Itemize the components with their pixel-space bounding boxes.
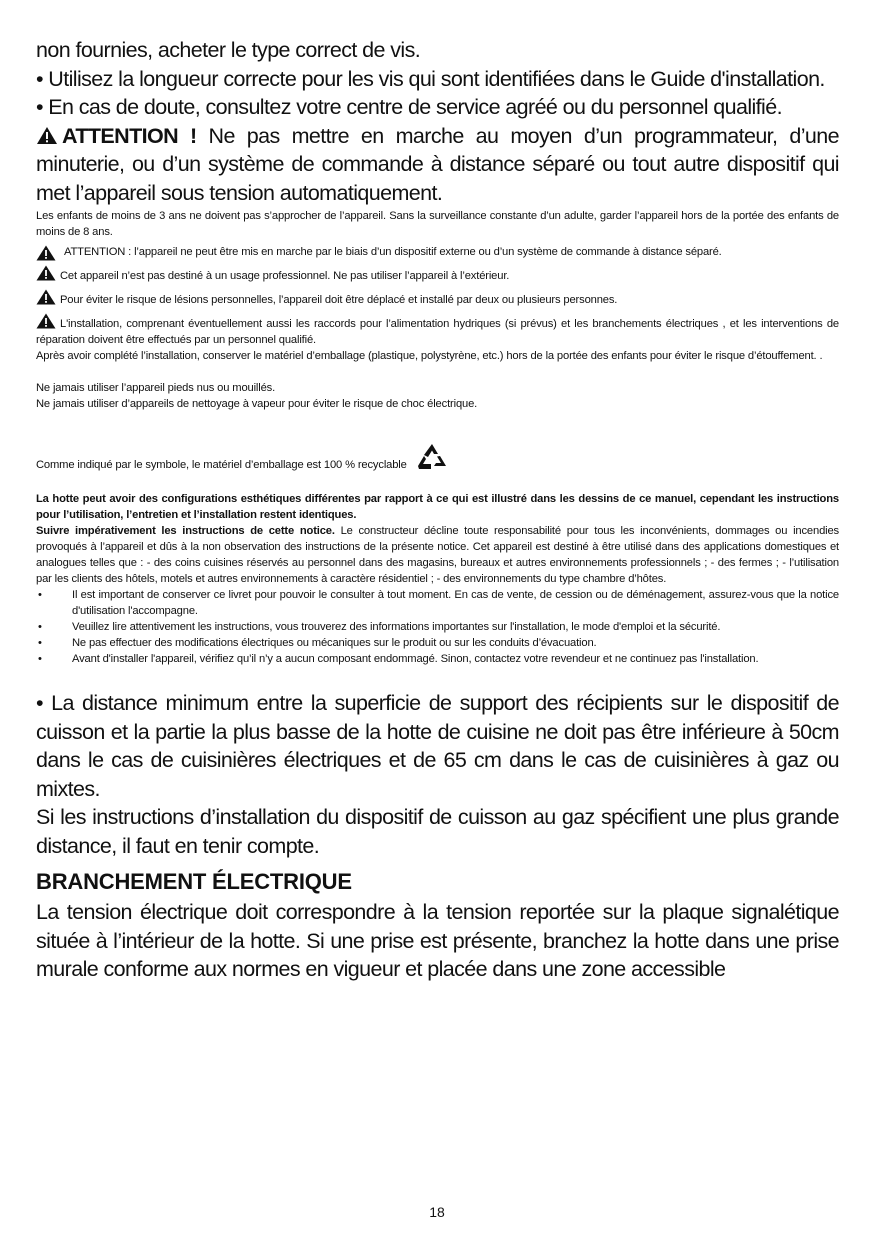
bullet-text: Ne pas effectuer des modifications électriques ou mécaniques sur le produit ou sur les conduits d’évacuation. xyxy=(72,637,597,649)
list-item xyxy=(36,635,839,651)
warning-item xyxy=(36,313,839,348)
warning-item xyxy=(36,244,839,261)
bullet-marker: • xyxy=(38,653,42,665)
instructions-text: Le constructeur décline toute responsabilité pour tous les inconvénients, dommages ou incendies provoqués à l’appareil et dûs à la non observation des instructions de la présente notice. Cet appareil est destiné à être utilisé dans des applications domestiques et analogues telles que : - des coins cuisines réservés au personnel dans des magasins, bureaux et autres environnements professionnels ; - des fermes ; - l’utilisation par les clients des hôtels, motels et autres environnements à caractère résidentiel ; - des environnements du type chambre d’hôtes. xyxy=(36,525,839,585)
warning-icon xyxy=(36,126,58,145)
distance-text: • La distance minimum entre la superficie de support des récipients sur le dispositif de cuisson et la partie la plus basse de la hotte de cuisine ne doit pas être inférieure à 50cm dans le cas de cuisinières électriques et de 65 cm dans le cas de cuisinières à gaz ou mixtes. xyxy=(36,691,839,801)
warning-text: ATTENTION : l’appareil ne peut être mis en marche par le biais d’un dispositif externe ou d’un système de commande à distance séparé. xyxy=(64,246,722,258)
attention-text: Ne pas mettre en marche au moyen d’un programmateur, d’une minuterie, ou d’un système de commande à distance séparé ou tout autre dispositif qui met l’appareil sous tension automatiquement. xyxy=(36,123,839,205)
steam-warning: Ne jamais utiliser d’appareils de nettoyage à vapeur pour éviter le risque de choc électrique. xyxy=(36,398,478,410)
bullet-text: Il est important de conserver ce livret pour pouvoir le consulter à tout moment. En cas de vente, de cession ou de déménagement, assurez-vous que la notice d'utilisation l'accompagne. xyxy=(72,589,839,617)
distance-section xyxy=(36,689,839,860)
manual-page xyxy=(36,36,839,984)
recycle-icon xyxy=(415,442,449,477)
children-warning: Les enfants de moins de 3 ans ne doivent pas s’approcher de l’appareil. Sans la surveillance constante d’un adulte, garder l’appareil hors de la portée des enfants de moins de 8 ans. xyxy=(36,210,839,238)
page-number: 18 xyxy=(429,1204,445,1220)
bullet-text: Avant d'installer l'appareil, vérifiez qu’il n’y a aucun composant endommagé. Sinon, contactez votre revendeur et ne continuez pas l'installation. xyxy=(72,653,759,665)
attention-paragraph xyxy=(36,122,839,208)
electrical-text: La tension électrique doit correspondre à la tension reportée sur la plaque signalétique située à l’intérieur de la hotte. Si une prise est présente, branchez la hotte dans une prise murale conforme aux normes en vigueur et placée dans une zone accessible xyxy=(36,900,839,981)
barefoot-warning: Ne jamais utiliser l’appareil pieds nus ou mouillés. xyxy=(36,382,276,394)
instructions-label: Suivre impérativement les instructions de cette notice. xyxy=(36,525,335,537)
screw-length-text: • Utilisez la longueur correcte pour les vis qui sont identifiées dans le Guide d'installation. xyxy=(36,66,825,91)
service-text: • En cas de doute, consultez votre centre de service agréé ou du personnel qualifié. xyxy=(36,95,782,119)
warning-icon xyxy=(36,313,56,329)
warning-text: Pour éviter le risque de lésions personnelles, l’appareil doit être déplacé et installé par deux ou plusieurs personnes. xyxy=(60,294,618,306)
top-section xyxy=(36,36,839,207)
warning-icon xyxy=(36,265,56,281)
bullet-marker: • xyxy=(38,621,42,633)
warning-text: Cet appareil n’est pas destiné à un usage professionnel. Ne pas utiliser l’appareil à l’extérieur. xyxy=(60,270,510,282)
electrical-section xyxy=(36,898,839,984)
configuration-text: La hotte peut avoir des configurations esthétiques différentes par rapport à ce qui est illustré dans les dessins de ce manuel, cependant les instructions pour l’utilisation, l’entretien et l’installation restent identiques. xyxy=(36,493,839,521)
gas-distance-text: Si les instructions d’installation du dispositif de cuisson au gaz spécifient une plus grande distance, il faut en tenir compte. xyxy=(36,805,839,858)
warning-icon xyxy=(36,289,56,305)
recycle-text: Comme indiqué par le symbole, le matériel d’emballage est 100 % recyclable xyxy=(36,459,407,471)
packaging-warning: Après avoir complété l’installation, conserver le matériel d’emballage (plastique, polystyrène, etc.) hors de la portée des enfants pour éviter le risque d’étouffement. . xyxy=(36,350,823,362)
bullet-text: Veuillez lire attentivement les instructions, vous trouverez des informations importantes sur l'installation, le mode d'emploi et la sécurité. xyxy=(72,621,721,633)
safety-section xyxy=(36,208,839,667)
recycle-line xyxy=(36,442,839,477)
electrical-heading: BRANCHEMENT ÉLECTRIQUE xyxy=(36,869,352,894)
warning-text: L'installation, comprenant éventuellement aussi les raccords pour l’alimentation hydriques (si prévus) et les branchements électriques , et les interventions de réparation doivent être effectués par un personnel qualifié. xyxy=(36,318,839,346)
screws-text: non fournies, acheter le type correct de vis. xyxy=(36,38,421,62)
bullet-marker: • xyxy=(38,637,42,649)
configuration-notice xyxy=(36,491,839,523)
bullet-marker: • xyxy=(38,589,42,601)
attention-label: ATTENTION ! xyxy=(62,123,197,148)
manual-bullets xyxy=(36,587,839,667)
warning-item xyxy=(36,289,839,308)
list-item xyxy=(36,651,839,667)
warning-icon xyxy=(36,245,56,261)
instructions-notice xyxy=(36,523,839,587)
warning-item xyxy=(36,265,839,284)
list-item xyxy=(36,587,839,619)
list-item xyxy=(36,619,839,635)
